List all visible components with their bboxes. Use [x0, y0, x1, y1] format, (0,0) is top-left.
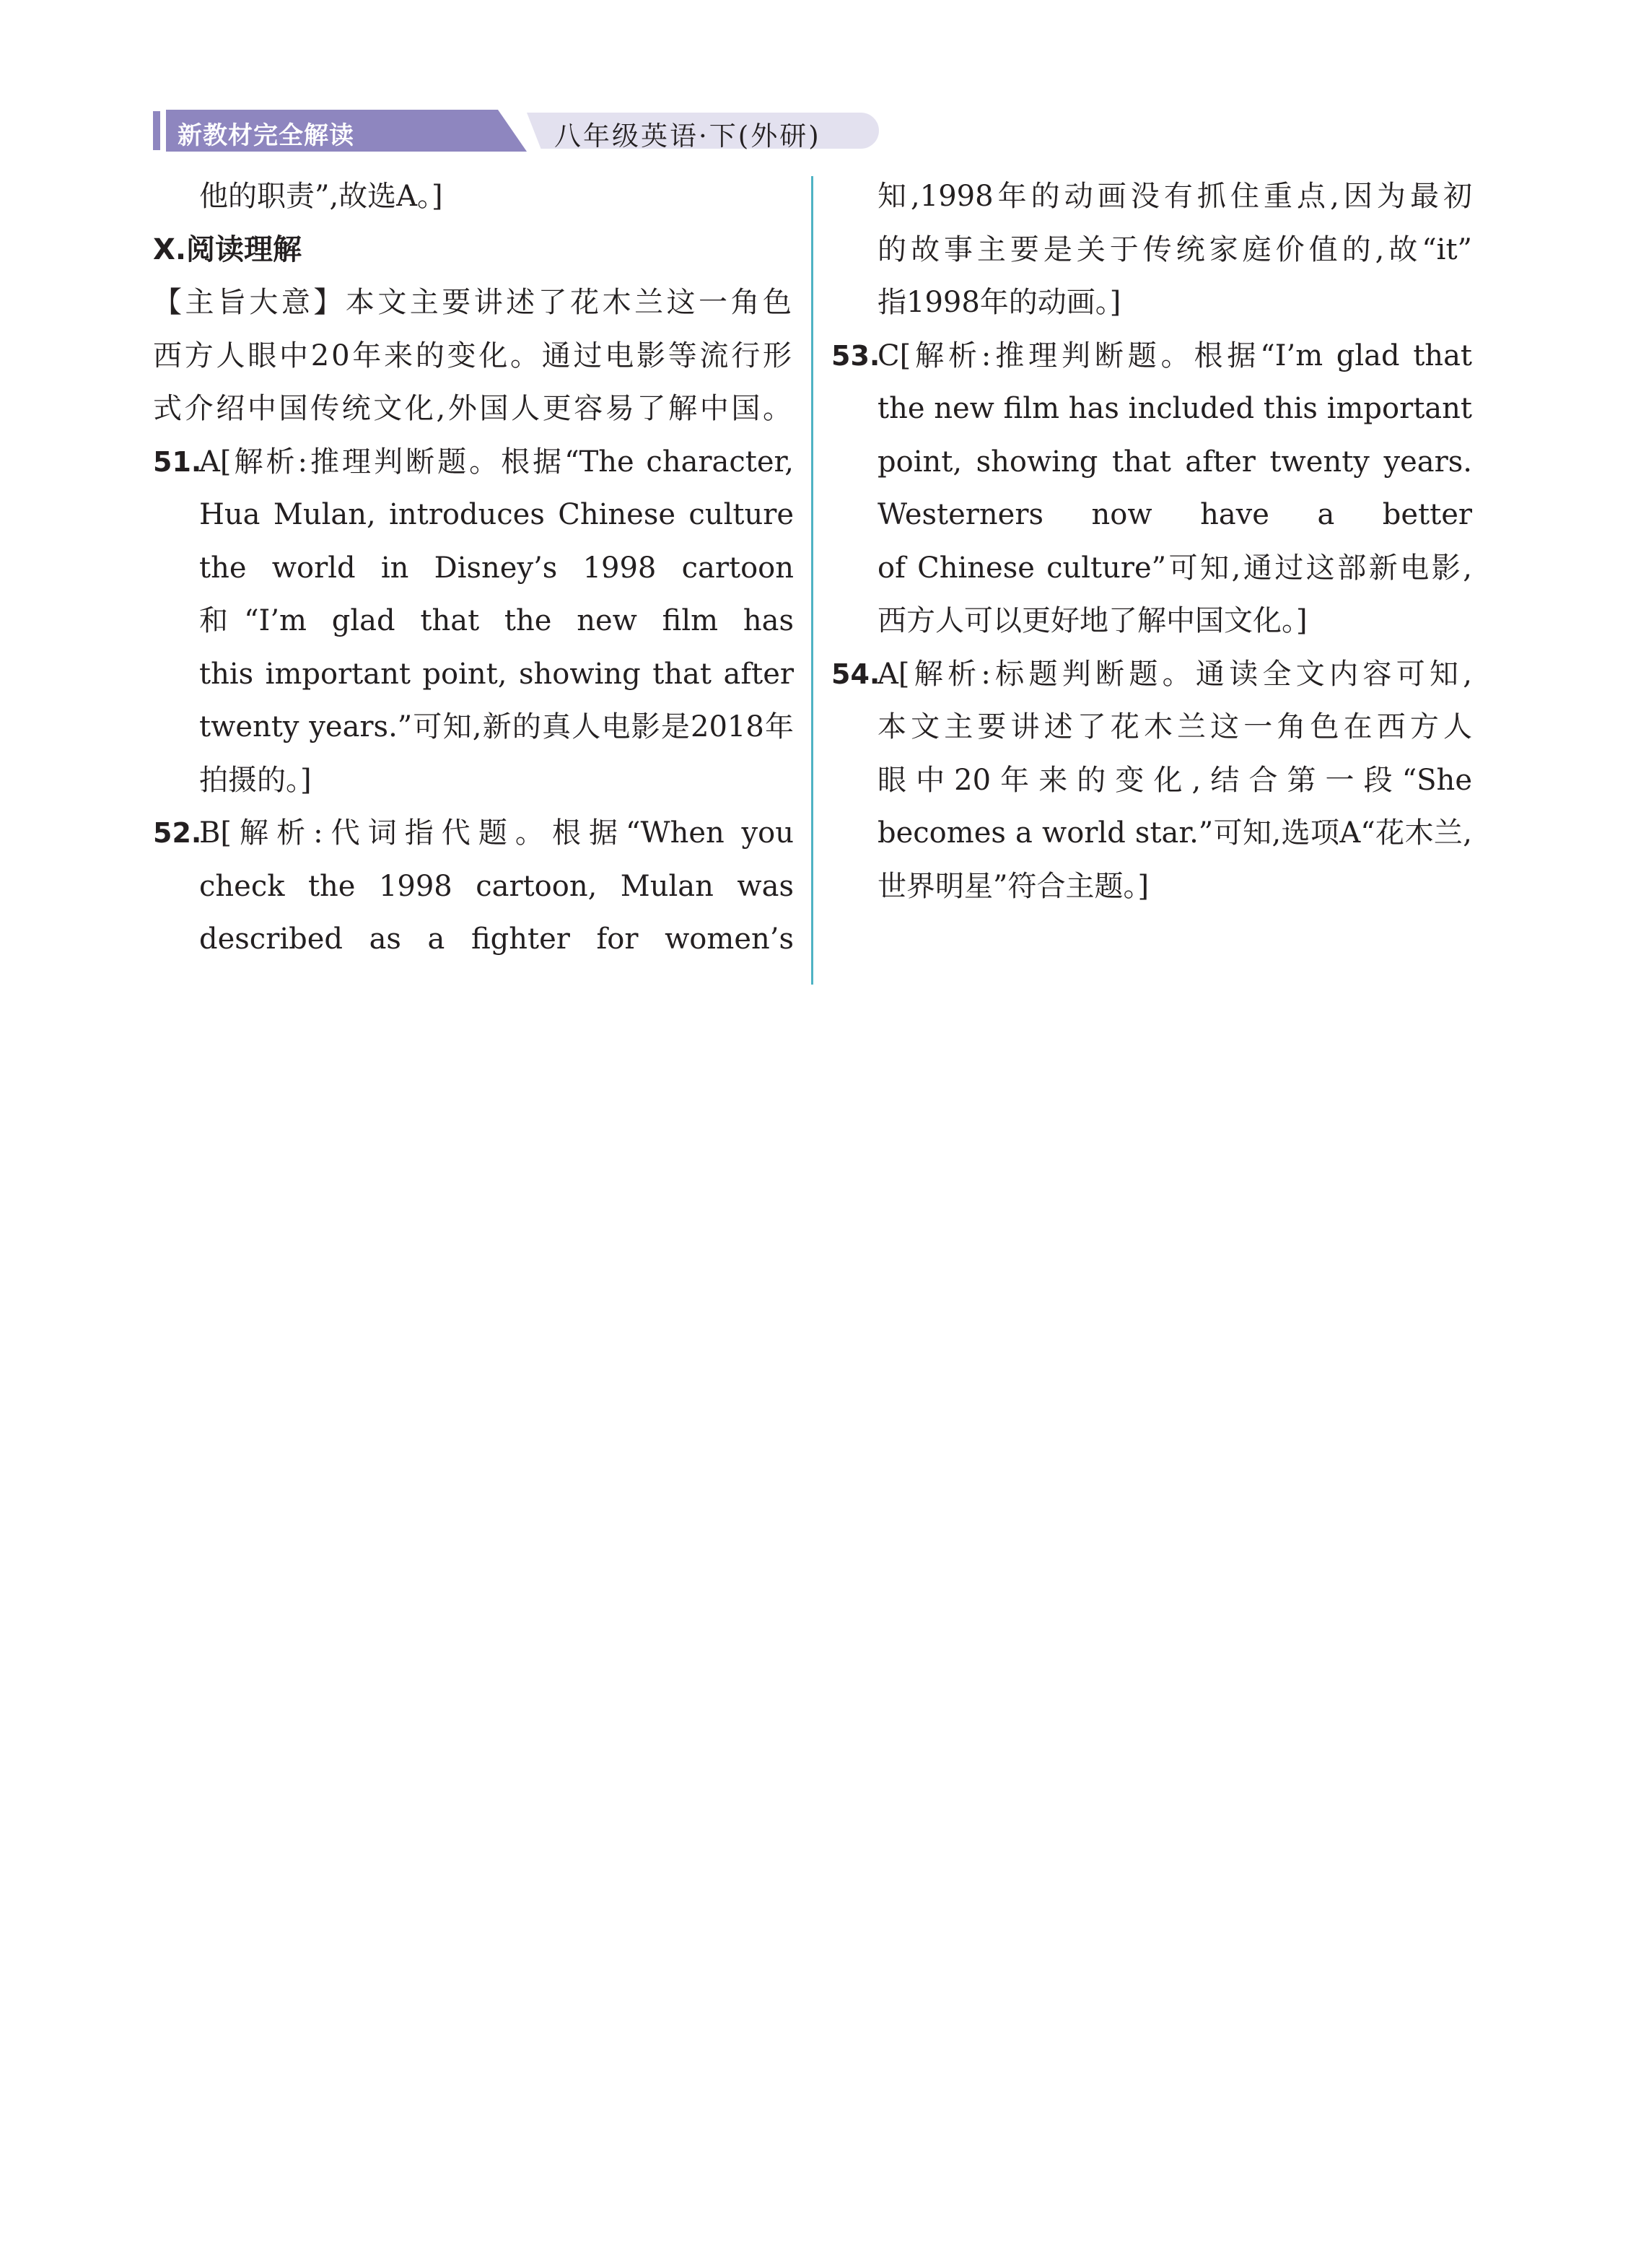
answer-54-line: 世界明星”符合主题。] — [878, 869, 1150, 903]
answer-text: B[解析:代词指代题。根据“When you — [199, 816, 794, 850]
answer-53-line: point, showing that after twenty years. — [878, 445, 1472, 479]
page-header — [153, 110, 821, 152]
answer-51-line: twenty years.”可知,新的真人电影是2018年 — [199, 710, 794, 743]
question-number: 51. — [153, 445, 202, 478]
question-number: 54. — [831, 658, 880, 690]
answer-text: A[解析:推理判断题。根据“The character, — [199, 445, 794, 479]
answer-text: C[解析:推理判断题。根据“I’m glad that — [878, 339, 1472, 372]
gist-line: 式介绍中国传统文化,外国人更容易了解中国。 — [153, 392, 794, 425]
answer-54-line — [831, 648, 1472, 702]
answer-53-line: 西方人可以更好地了解中国文化。] — [878, 604, 1308, 637]
header-accent-bar — [153, 111, 160, 150]
answer-51-line: the world in Disney’s 1998 cartoon — [199, 551, 794, 585]
answer-53-line: Westerners now have a better — [878, 498, 1472, 531]
answer-53-line: of Chinese culture”可知,通过这部新电影, — [878, 551, 1472, 585]
continued-line: 知,1998年的动画没有抓住重点,因为最初 — [878, 180, 1472, 213]
answer-51-line: this important point, showing that after — [199, 657, 794, 691]
header-subtitle: 八年级英语·下(外研) — [554, 121, 821, 152]
question-number: 53. — [831, 339, 880, 372]
section-heading: X.阅读理解 — [153, 232, 302, 266]
continued-line: 指1998年的动画。] — [878, 286, 1121, 319]
answer-52-line — [153, 807, 794, 860]
answer-54-line: 眼中20年来的变化,结合第一段“She — [878, 763, 1472, 797]
left-column — [153, 170, 794, 967]
answer-52-line: described as a fighter for women’s — [199, 923, 794, 956]
continued-line: 他的职责”,故选A。] — [199, 180, 443, 213]
answer-54-line: becomes a world star.”可知,选项A“花木兰, — [878, 816, 1472, 850]
answer-52-line: check the 1998 cartoon, Mulan was — [199, 869, 794, 903]
answer-53-line: the new film has included this important — [878, 392, 1472, 425]
gist-line: 西方人眼中20年来的变化。通过电影等流行形 — [153, 339, 794, 372]
answer-51-line: Hua Mulan, introduces Chinese culture — [199, 498, 794, 531]
answer-51-line — [153, 436, 794, 489]
header-tag: 新教材完全解读 — [178, 121, 354, 150]
right-column — [831, 170, 1472, 913]
answer-51-line: 拍摄的。] — [199, 763, 312, 797]
gist-line: 【主旨大意】本文主要讲述了花木兰这一角色 — [153, 286, 794, 319]
answer-54-line: 本文主要讲述了花木兰这一角色在西方人 — [878, 710, 1472, 743]
answer-text: A[解析:标题判断题。通读全文内容可知, — [878, 657, 1472, 691]
answer-53-line — [831, 330, 1472, 383]
column-divider — [811, 176, 813, 985]
answer-51-line: 和“I’m glad that the new film has — [199, 604, 794, 637]
question-number: 52. — [153, 817, 202, 849]
continued-line: 的故事主要是关于传统家庭价值的,故“it” — [878, 232, 1472, 266]
